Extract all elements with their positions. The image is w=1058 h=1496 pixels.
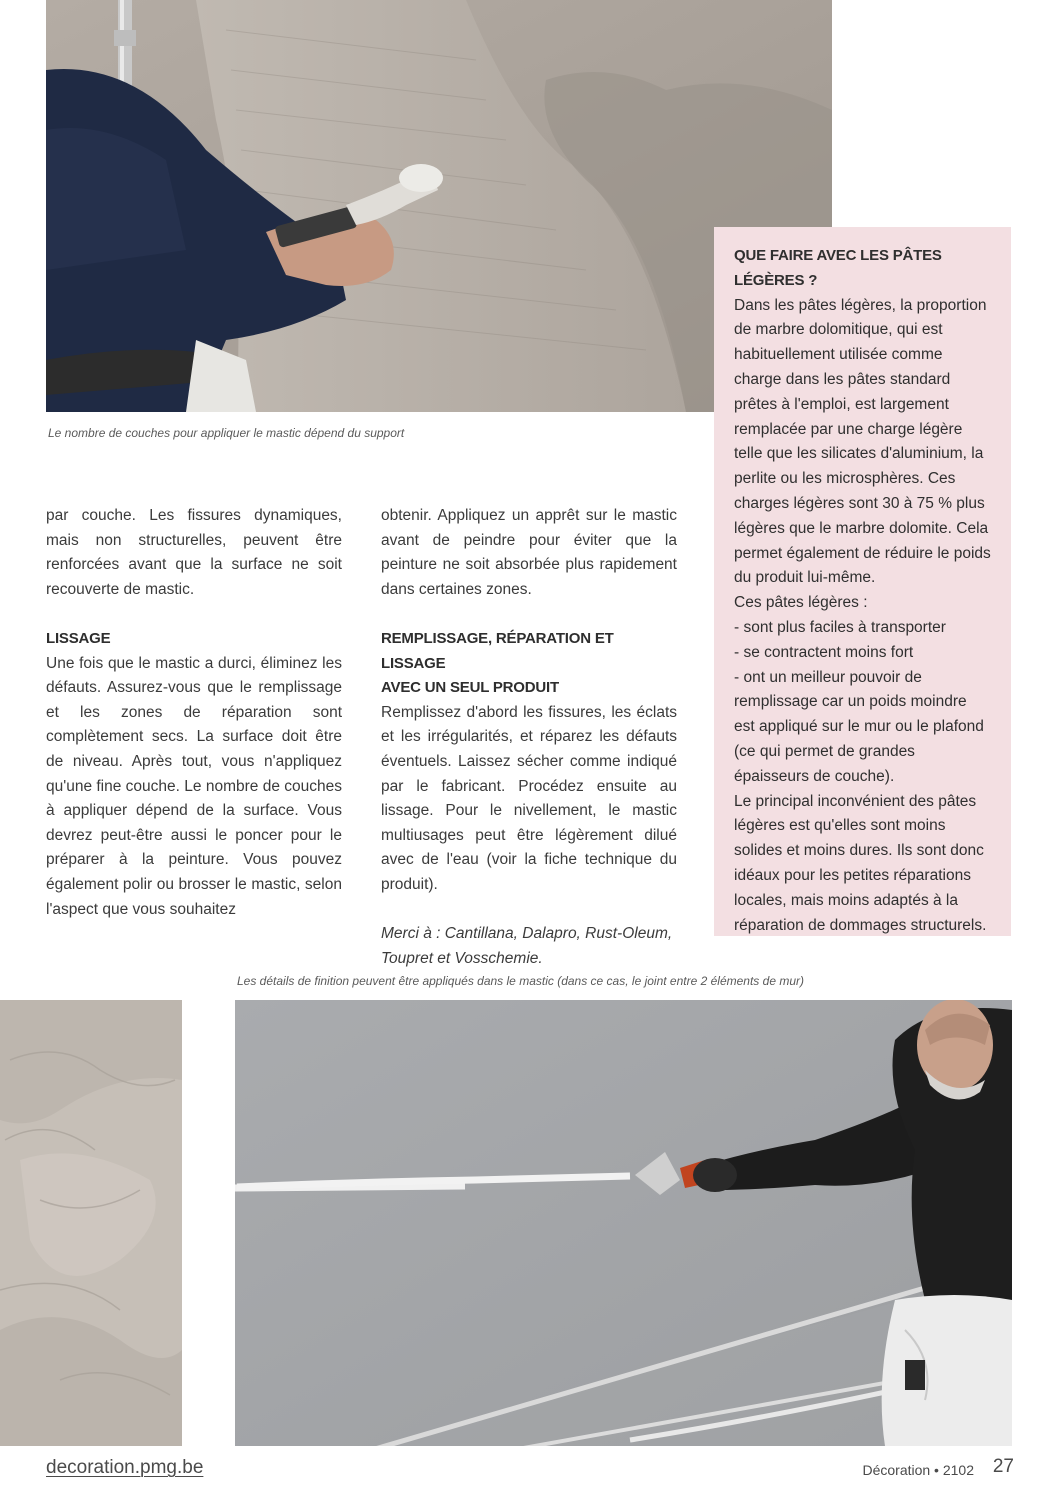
top-photo-caption: Le nombre de couches pour appliquer le mastic dépend du support xyxy=(48,426,405,440)
paragraph: Une fois que le mastic a durci, éliminez les défauts. Assurez-vous que le remplissage et les zones de réparation sont complètement secs. La surface doit être de niveau. Après tout, vous n'appliquez qu'une fine couche. Le nombre de couches à appliquer dépend de la surface. Vous devrez peut-être aussi le poncer pour le préparer à la peinture. Vous pouvez également polir ou brosser le mastic, selon l'aspect que vous souhaitez xyxy=(46,654,342,918)
website-link[interactable]: decoration.pmg.be xyxy=(46,1457,204,1478)
sidebar-outro: Le principal inconvénient des pâtes légères est qu'elles sont moins solides et moins dures. Ils sont donc idéaux pour les petites réparations locales, mais moins adaptés à la réparation de dommages structurels. xyxy=(734,792,987,934)
paragraph: Remplissez d'abord les fissures, les éclats et les irrégularités, et réparez les défauts éventuels. Laissez sécher comme indiqué par le fabricant. Procédez ensuite au lissage. Pour le nivellement, le mastic multiusages peut être légèrement dilué avec de l'eau (voir la fiche technique du produit). xyxy=(381,703,677,893)
sidebar-box xyxy=(714,227,1011,936)
paragraph: par couche. Les fissures dynamiques, mais non structurelles, peuvent être renforcées avant que la surface ne soit recouverte de mastic. xyxy=(46,507,342,598)
wall-joint-finishing-photo xyxy=(235,1000,1012,1446)
sidebar-title: QUE FAIRE AVEC LES PÂTES LÉGÈRES ? xyxy=(734,247,942,289)
credits: Merci à : Cantillana, Dalapro, Rust-Oleum, Toupret et Vosschemie. xyxy=(381,925,673,967)
page-number: 27 xyxy=(992,1456,1014,1477)
magazine-issue: Décoration • 2102 xyxy=(862,1462,974,1478)
sidebar-list-item: - sont plus faciles à transporter xyxy=(734,618,946,636)
article-column-middle xyxy=(381,504,677,971)
section-heading-remplissage xyxy=(381,627,677,701)
paragraph: obtenir. Appliquez un apprêt sur le mastic avant de peindre pour éviter que la peinture ne soit absorbée plus rapidement dans certaines zones. xyxy=(381,507,677,598)
section-heading-lissage: LISSAGE xyxy=(46,629,111,647)
bottom-photo-caption: Les détails de finition peuvent être appliqués dans le mastic (dans ce cas, le joint entre 2 éléments de mur) xyxy=(237,974,804,988)
heading-line: AVEC UN SEUL PRODUIT xyxy=(381,679,559,697)
article-column-left xyxy=(46,504,342,922)
sidebar-list-item: - ont un meilleur pouvoir de remplissage car un poids moindre est appliqué sur le mur ou le plafond (ce qui permet de grandes épaisseurs de couche). xyxy=(734,668,984,785)
plaster-texture-photo xyxy=(0,1000,182,1446)
sidebar-list-intro: Ces pâtes légères : xyxy=(734,594,868,612)
sidebar-list-item: - se contractent moins fort xyxy=(734,643,914,661)
heading-line: REMPLISSAGE, RÉPARATION ET LISSAGE xyxy=(381,629,614,672)
sidebar-intro: Dans les pâtes légères, la proportion de marbre dolomitique, qui est habituellement utilisée comme charge dans les pâtes standard prêtes à l'emploi, est largement remplacée par une charge légère telle que les silicates d'aluminium, la perlite ou les microsphères. Ces charges légères sont 30 à 75 % plus légères que le marbre dolomite. Cela permet également de réduire le poids du produit lui-même. xyxy=(734,296,991,587)
